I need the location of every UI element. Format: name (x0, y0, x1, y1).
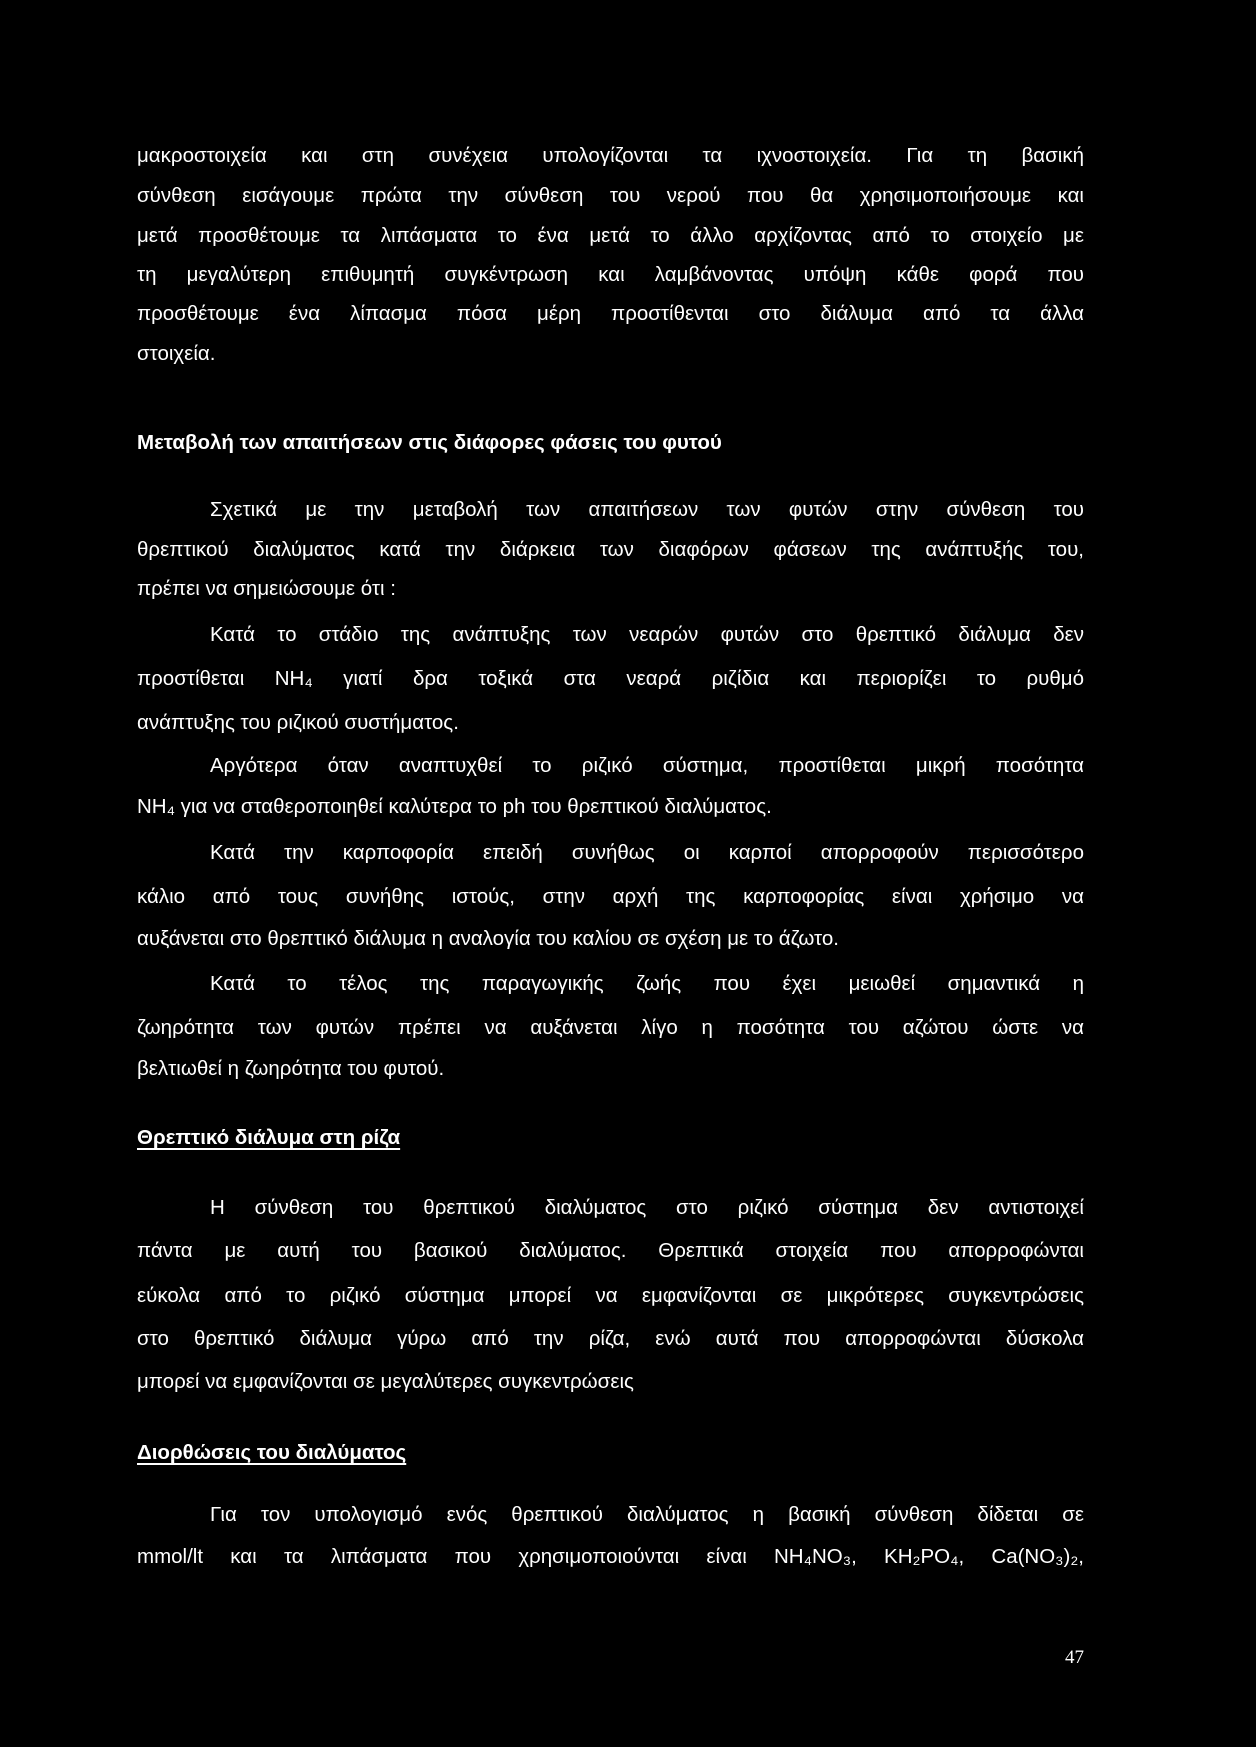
intro-line: στοιχεία. (137, 342, 216, 365)
paragraph-line: προστίθεται ΝΗ₄ γιατί δρα τοξικά στα νεαρά ριζίδια και περιορίζει το ρυθμό (137, 667, 1084, 690)
paragraph-line: πρέπει να σημειώσουμε ότι : (137, 577, 396, 600)
paragraph-line: θρεπτικού διαλύματος κατά την διάρκεια των διαφόρων φάσεων της ανάπτυξής του, (137, 538, 1084, 561)
paragraph-line: Η σύνθεση του θρεπτικού διαλύματος στο ριζικό σύστημα δεν αντιστοιχεί (210, 1196, 1084, 1219)
paragraph-line: βελτιωθεί η ζωηρότητα του φυτού. (137, 1057, 445, 1080)
page-number: 47 (1065, 1647, 1084, 1668)
intro-line: μακροστοιχεία και στη συνέχεια υπολογίζονται τα ιχνοστοιχεία. Για τη βασική (137, 144, 1084, 167)
paragraph-line: Σχετικά με την μεταβολή των απαιτήσεων των φυτών στην σύνθεση του (210, 498, 1084, 521)
paragraph-line: ανάπτυξης του ριζικού συστήματος. (137, 711, 459, 734)
intro-line: τη μεγαλύτερη επιθυμητή συγκέντρωση και λαμβάνοντας υπόψη κάθε φορά που (137, 263, 1084, 286)
section-heading-requirements: Μεταβολή των απαιτήσεων στις διάφορες φάσεις του φυτού (137, 431, 722, 454)
paragraph-line: αυξάνεται στο θρεπτικό διάλυμα η αναλογία του καλίου σε σχέση με το άζωτο. (137, 927, 839, 950)
section-heading-corrections: Διορθώσεις του διαλύματος (137, 1441, 407, 1464)
paragraph-line: Για τον υπολογισμό ενός θρεπτικού διαλύματος η βασική σύνθεση δίδεται σε (210, 1503, 1084, 1526)
intro-line: σύνθεση εισάγουμε πρώτα την σύνθεση του νερού που θα χρησιμοποιήσουμε και (137, 184, 1084, 207)
intro-line: προσθέτουμε ένα λίπασμα πόσα μέρη προστίθενται στο διάλυμα από τα άλλα (137, 302, 1084, 325)
paragraph-line: ζωηρότητα των φυτών πρέπει να αυξάνεται λίγο η ποσότητα του αζώτου ώστε να (137, 1016, 1084, 1039)
paragraph-line: Κατά το τέλος της παραγωγικής ζωής που έχει μειωθεί σημαντικά η (210, 972, 1084, 995)
paragraph-line: στο θρεπτικό διάλυμα γύρω από την ρίζα, ενώ αυτά που απορροφώνται δύσκολα (137, 1327, 1084, 1350)
paragraph-line: Κατά το στάδιο της ανάπτυξης των νεαρών φυτών στο θρεπτικό διάλυμα δεν (210, 623, 1084, 646)
paragraph-line: ΝΗ₄ για να σταθεροποιηθεί καλύτερα το ph του θρεπτικού διαλύματος. (137, 795, 772, 818)
paragraph-line: μπορεί να εμφανίζονται σε μεγαλύτερες συγκεντρώσεις (137, 1370, 634, 1393)
paragraph-line: mmol/lt και τα λιπάσματα που χρησιμοποιούνται είναι ΝΗ₄ΝΟ₃, ΚΗ₂ΡΟ₄, Ca(ΝΟ₃)₂, (137, 1545, 1084, 1568)
paragraph-line: Κατά την καρποφορία επειδή συνήθως οι καρποί απορροφούν περισσότερο (210, 841, 1084, 864)
paragraph-line: πάντα με αυτή του βασικού διαλύματος. Θρεπτικά στοιχεία που απορροφώνται (137, 1239, 1084, 1262)
intro-line: μετά προσθέτουμε τα λιπάσματα το ένα μετά το άλλο αρχίζοντας από το στοιχείο με (137, 224, 1084, 247)
section-heading-root-solution: Θρεπτικό διάλυμα στη ρίζα (137, 1126, 401, 1149)
paragraph-line: Αργότερα όταν αναπτυχθεί το ριζικό σύστημα, προστίθεται μικρή ποσότητα (210, 754, 1084, 777)
paragraph-line: κάλιο από τους συνήθης ιστούς, στην αρχή της καρποφορίας είναι χρήσιμο να (137, 885, 1084, 908)
paragraph-line: εύκολα από το ριζικό σύστημα μπορεί να εμφανίζονται σε μικρότερες συγκεντρώσεις (137, 1284, 1084, 1307)
